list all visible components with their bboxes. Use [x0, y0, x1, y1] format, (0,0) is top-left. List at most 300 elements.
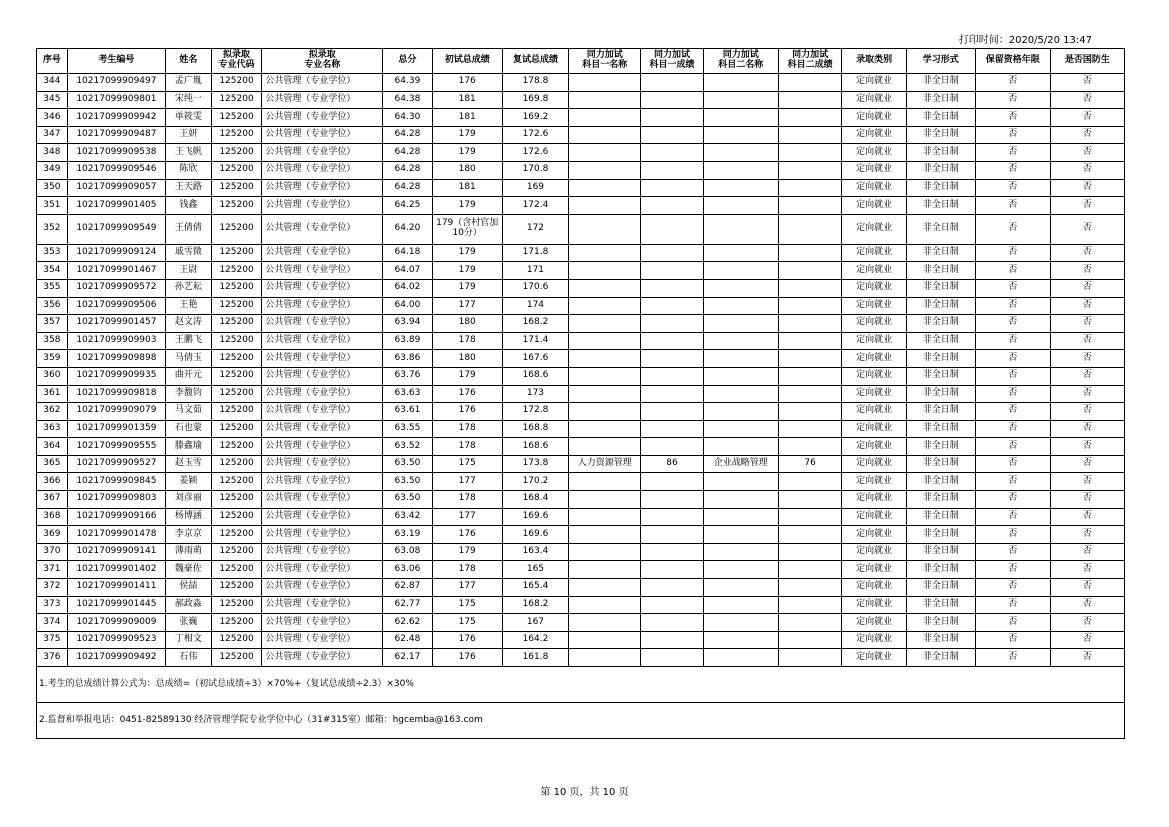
table-cell: 公共管理（专业学位） [262, 161, 383, 179]
table-cell [641, 420, 703, 438]
table-cell: 178 [432, 491, 502, 509]
table-cell [703, 91, 778, 109]
table-cell: 348 [37, 144, 68, 162]
table-cell [641, 596, 703, 614]
table-cell: 非全日制 [906, 279, 975, 297]
table-cell: 公共管理（专业学位） [262, 214, 383, 244]
table-cell: 公共管理（专业学位） [262, 332, 383, 350]
table-cell [778, 126, 842, 144]
table-cell [703, 126, 778, 144]
table-cell: 公共管理（专业学位） [262, 614, 383, 632]
table-cell [641, 526, 703, 544]
table-cell: 64.28 [383, 126, 433, 144]
table-cell [641, 543, 703, 561]
table-cell [703, 579, 778, 597]
table-cell: 定向就业 [842, 262, 907, 280]
table-cell [703, 596, 778, 614]
table-cell [778, 332, 842, 350]
table-cell [778, 614, 842, 632]
table-cell: 64.30 [383, 109, 433, 127]
table-cell: 公共管理（专业学位） [262, 420, 383, 438]
table-cell [703, 74, 778, 92]
table-cell [703, 473, 778, 491]
table-cell: 62.77 [383, 596, 433, 614]
table-cell [778, 561, 842, 579]
table-cell [778, 491, 842, 509]
table-cell: 定向就业 [842, 91, 907, 109]
table-cell: 非全日制 [906, 179, 975, 197]
table-cell: 定向就业 [842, 214, 907, 244]
table-cell: 10217099901467 [67, 262, 165, 280]
table-cell: 172.8 [502, 403, 569, 421]
table-cell: 定向就业 [842, 403, 907, 421]
table-row [37, 332, 1125, 350]
table-cell: 10217099909124 [67, 244, 165, 262]
table-cell [641, 126, 703, 144]
table-cell: 非全日制 [906, 367, 975, 385]
page-number: 第 10 页，共 10 页 [540, 787, 629, 798]
table-cell: 63.19 [383, 526, 433, 544]
table-cell: 179 [432, 126, 502, 144]
table-cell: 10217099909492 [67, 649, 165, 667]
table-cell: 公共管理（专业学位） [262, 473, 383, 491]
table-cell: 否 [1050, 385, 1124, 403]
table-cell: 定向就业 [842, 109, 907, 127]
column-header: 考生编号 [67, 49, 165, 74]
table-cell: 365 [37, 455, 68, 473]
table-cell: 366 [37, 473, 68, 491]
table-cell: 10217099901457 [67, 315, 165, 333]
table-cell [703, 543, 778, 561]
table-row [37, 197, 1125, 215]
column-header: 同力加试 科目一名称 [569, 49, 641, 74]
table-cell: 125200 [211, 631, 262, 649]
table-cell: 定向就业 [842, 420, 907, 438]
table-cell: 64.28 [383, 161, 433, 179]
table-cell: 否 [1050, 262, 1124, 280]
table-cell: 174 [502, 297, 569, 315]
table-cell: 曲开元 [166, 367, 212, 385]
table-cell: 125200 [211, 385, 262, 403]
table-cell: 125200 [211, 109, 262, 127]
table-cell: 364 [37, 438, 68, 456]
table-cell: 否 [975, 197, 1050, 215]
column-header: 复试总成绩 [502, 49, 569, 74]
table-cell: 10217099901402 [67, 561, 165, 579]
table-cell [703, 109, 778, 127]
table-cell [569, 403, 641, 421]
table-cell: 非全日制 [906, 649, 975, 667]
table-cell [569, 214, 641, 244]
table-cell [703, 420, 778, 438]
table-cell: 125200 [211, 279, 262, 297]
table-cell: 178 [432, 561, 502, 579]
table-cell [569, 350, 641, 368]
table-cell: 姜颖 [166, 473, 212, 491]
table-cell: 357 [37, 315, 68, 333]
table-cell [778, 403, 842, 421]
table-cell: 否 [975, 279, 1050, 297]
table-cell: 否 [975, 367, 1050, 385]
column-header: 同力加试 科目二名称 [703, 49, 778, 74]
table-cell: 定向就业 [842, 491, 907, 509]
table-cell [703, 179, 778, 197]
table-cell: 石伟 [166, 649, 212, 667]
table-cell: 163.4 [502, 543, 569, 561]
table-cell: 125200 [211, 244, 262, 262]
table-cell [569, 109, 641, 127]
table-row [37, 297, 1125, 315]
table-cell [703, 332, 778, 350]
table-row [37, 614, 1125, 632]
table-cell: 公共管理（专业学位） [262, 438, 383, 456]
table-cell: 定向就业 [842, 561, 907, 579]
table-cell [641, 214, 703, 244]
table-cell [703, 244, 778, 262]
table-cell [641, 367, 703, 385]
table-cell: 63.63 [383, 385, 433, 403]
table-cell [641, 161, 703, 179]
table-cell [569, 579, 641, 597]
table-cell: 63.50 [383, 455, 433, 473]
table-header-row [37, 49, 1125, 74]
table-cell: 10217099909079 [67, 403, 165, 421]
column-header: 拟录取 专业名称 [262, 49, 383, 74]
table-row [37, 279, 1125, 297]
table-cell: 定向就业 [842, 126, 907, 144]
table-cell: 非全日制 [906, 543, 975, 561]
table-cell [641, 579, 703, 597]
table-cell: 否 [1050, 455, 1124, 473]
table-cell [641, 631, 703, 649]
table-cell: 否 [975, 455, 1050, 473]
table-cell: 李馥钧 [166, 385, 212, 403]
table-cell: 125200 [211, 596, 262, 614]
table-cell: 125200 [211, 315, 262, 333]
table-cell [703, 508, 778, 526]
table-cell: 62.87 [383, 579, 433, 597]
table-cell: 62.48 [383, 631, 433, 649]
table-cell: 125200 [211, 649, 262, 667]
table-cell: 王妍 [166, 126, 212, 144]
table-cell: 公共管理（专业学位） [262, 126, 383, 144]
table-cell: 353 [37, 244, 68, 262]
table-cell: 定向就业 [842, 508, 907, 526]
table-cell: 370 [37, 543, 68, 561]
table-cell [778, 350, 842, 368]
table-cell: 宋纯一 [166, 91, 212, 109]
table-cell: 125200 [211, 126, 262, 144]
table-row [37, 420, 1125, 438]
table-cell: 172 [502, 214, 569, 244]
table-cell: 62.62 [383, 614, 433, 632]
table-cell: 181 [432, 91, 502, 109]
table-cell: 181 [432, 179, 502, 197]
table-cell: 孟广胤 [166, 74, 212, 92]
table-cell: 否 [975, 473, 1050, 491]
table-cell: 125200 [211, 543, 262, 561]
table-cell [641, 508, 703, 526]
table-cell: 定向就业 [842, 161, 907, 179]
column-header: 是否国防生 [1050, 49, 1124, 74]
table-cell: 169.6 [502, 508, 569, 526]
table-cell: 64.20 [383, 214, 433, 244]
table-cell: 非全日制 [906, 262, 975, 280]
table-cell: 10217099909057 [67, 179, 165, 197]
table-cell: 否 [1050, 491, 1124, 509]
table-cell: 172.6 [502, 144, 569, 162]
table-cell: 定向就业 [842, 526, 907, 544]
table-cell: 公共管理（专业学位） [262, 262, 383, 280]
table-cell [703, 631, 778, 649]
table-cell: 公共管理（专业学位） [262, 543, 383, 561]
table-cell: 125200 [211, 455, 262, 473]
table-cell: 10217099909572 [67, 279, 165, 297]
table-cell: 非全日制 [906, 315, 975, 333]
table-cell [703, 561, 778, 579]
table-cell [703, 161, 778, 179]
table-cell: 王飞帆 [166, 144, 212, 162]
table-cell: 公共管理（专业学位） [262, 197, 383, 215]
table-cell: 351 [37, 197, 68, 215]
column-header: 保留资格年限 [975, 49, 1050, 74]
table-cell: 176 [432, 649, 502, 667]
table-cell: 非全日制 [906, 473, 975, 491]
column-header: 总分 [383, 49, 433, 74]
table-cell: 164.2 [502, 631, 569, 649]
table-cell [569, 297, 641, 315]
table-body [37, 74, 1125, 667]
table-cell [703, 315, 778, 333]
table-cell: 李京京 [166, 526, 212, 544]
table-cell [569, 649, 641, 667]
table-cell: 170.2 [502, 473, 569, 491]
table-cell: 10217099909555 [67, 438, 165, 456]
table-cell [641, 438, 703, 456]
table-cell: 63.42 [383, 508, 433, 526]
table-cell [569, 526, 641, 544]
table-cell: 10217099909538 [67, 144, 165, 162]
table-cell [569, 161, 641, 179]
table-cell: 企业战略管理 [703, 455, 778, 473]
table-cell: 公共管理（专业学位） [262, 350, 383, 368]
table-cell: 非全日制 [906, 214, 975, 244]
table-cell: 165.4 [502, 579, 569, 597]
table-cell: 374 [37, 614, 68, 632]
table-cell: 非全日制 [906, 526, 975, 544]
table-cell: 169.6 [502, 526, 569, 544]
table-cell: 360 [37, 367, 68, 385]
table-cell [778, 244, 842, 262]
table-cell: 181 [432, 109, 502, 127]
table-cell: 杨博涵 [166, 508, 212, 526]
table-cell: 陈欣 [166, 161, 212, 179]
column-header: 同力加试 科目一成绩 [641, 49, 703, 74]
table-cell: 176 [432, 74, 502, 92]
table-cell: 10217099901411 [67, 579, 165, 597]
table-cell: 否 [1050, 403, 1124, 421]
table-cell: 173.8 [502, 455, 569, 473]
table-cell: 179 [432, 279, 502, 297]
table-cell [778, 385, 842, 403]
table-cell: 62.17 [383, 649, 433, 667]
table-cell: 否 [1050, 420, 1124, 438]
table-cell: 63.76 [383, 367, 433, 385]
table-cell [703, 438, 778, 456]
table-cell: 公共管理（专业学位） [262, 179, 383, 197]
table-cell: 64.18 [383, 244, 433, 262]
table-cell: 公共管理（专业学位） [262, 649, 383, 667]
table-cell: 375 [37, 631, 68, 649]
table-cell: 168.8 [502, 420, 569, 438]
table-cell: 非全日制 [906, 350, 975, 368]
table-cell: 非全日制 [906, 385, 975, 403]
table-cell: 定向就业 [842, 244, 907, 262]
table-cell: 非全日制 [906, 197, 975, 215]
table-cell [641, 144, 703, 162]
table-cell: 孙艺耘 [166, 279, 212, 297]
table-cell: 非全日制 [906, 332, 975, 350]
table-cell: 125200 [211, 91, 262, 109]
table-cell [778, 297, 842, 315]
table-cell: 125200 [211, 179, 262, 197]
table-cell [778, 631, 842, 649]
table-cell: 否 [1050, 279, 1124, 297]
table-cell: 125200 [211, 297, 262, 315]
table-cell: 179 [432, 197, 502, 215]
table-cell [703, 350, 778, 368]
table-cell: 355 [37, 279, 68, 297]
note-row [37, 667, 1125, 703]
table-cell [778, 109, 842, 127]
table-cell [641, 109, 703, 127]
table-row [37, 596, 1125, 614]
table-cell: 349 [37, 161, 68, 179]
table-cell: 否 [1050, 367, 1124, 385]
table-cell [569, 74, 641, 92]
table-cell [641, 332, 703, 350]
table-cell: 公共管理（专业学位） [262, 279, 383, 297]
table-cell: 定向就业 [842, 455, 907, 473]
table-row [37, 508, 1125, 526]
table-cell: 179 [432, 244, 502, 262]
table-cell [778, 543, 842, 561]
table-cell: 公共管理（专业学位） [262, 579, 383, 597]
table-cell [703, 403, 778, 421]
table-cell: 10217099909166 [67, 508, 165, 526]
table-cell: 张巍 [166, 614, 212, 632]
table-cell [703, 614, 778, 632]
table-cell: 63.89 [383, 332, 433, 350]
table-cell: 定向就业 [842, 179, 907, 197]
print-time: 打印时间：2020/5/20 13:47 [958, 35, 1092, 46]
table-cell: 63.94 [383, 315, 433, 333]
table-cell: 63.06 [383, 561, 433, 579]
table-cell: 168.2 [502, 315, 569, 333]
table-cell: 非全日制 [906, 126, 975, 144]
table-cell: 戚雪微 [166, 244, 212, 262]
table-cell: 非全日制 [906, 579, 975, 597]
table-cell: 否 [975, 543, 1050, 561]
table-cell [569, 144, 641, 162]
table-cell: 非全日制 [906, 244, 975, 262]
table-cell: 公共管理（专业学位） [262, 561, 383, 579]
column-header: 序号 [37, 49, 68, 74]
table-cell [569, 543, 641, 561]
table-cell: 180 [432, 161, 502, 179]
table-cell: 定向就业 [842, 74, 907, 92]
table-cell: 定向就业 [842, 297, 907, 315]
table-cell: 125200 [211, 74, 262, 92]
table-cell: 165 [502, 561, 569, 579]
table-cell: 否 [1050, 508, 1124, 526]
table-cell: 178.8 [502, 74, 569, 92]
table-cell [778, 197, 842, 215]
table-cell: 169 [502, 179, 569, 197]
table-cell [569, 596, 641, 614]
table-cell: 否 [975, 332, 1050, 350]
table-cell: 361 [37, 385, 68, 403]
table-cell: 定向就业 [842, 350, 907, 368]
table-cell: 125200 [211, 526, 262, 544]
table-cell: 10217099909506 [67, 297, 165, 315]
table-cell: 定向就业 [842, 315, 907, 333]
table-cell: 367 [37, 491, 68, 509]
table-cell: 125200 [211, 614, 262, 632]
table-cell: 64.38 [383, 91, 433, 109]
table-cell: 125200 [211, 332, 262, 350]
table-cell [569, 91, 641, 109]
table-cell [569, 508, 641, 526]
table-cell: 176 [432, 631, 502, 649]
table-cell: 非全日制 [906, 420, 975, 438]
table-cell: 定向就业 [842, 579, 907, 597]
table-cell: 否 [1050, 179, 1124, 197]
table-cell: 否 [975, 144, 1050, 162]
table-cell: 否 [975, 420, 1050, 438]
table-cell: 公共管理（专业学位） [262, 109, 383, 127]
table-cell: 376 [37, 649, 68, 667]
table-cell [569, 473, 641, 491]
table-cell: 125200 [211, 144, 262, 162]
table-row [37, 631, 1125, 649]
table-cell: 否 [1050, 91, 1124, 109]
table-cell [569, 385, 641, 403]
table-cell: 非全日制 [906, 161, 975, 179]
table-cell: 否 [1050, 197, 1124, 215]
table-cell: 177 [432, 508, 502, 526]
table-cell: 64.28 [383, 144, 433, 162]
table-cell: 179（含村官加10分） [432, 214, 502, 244]
table-cell: 64.28 [383, 179, 433, 197]
table-cell: 非全日制 [906, 491, 975, 509]
table-cell: 125200 [211, 262, 262, 280]
table-cell: 定向就业 [842, 385, 907, 403]
table-cell: 非全日制 [906, 614, 975, 632]
table-cell: 定向就业 [842, 596, 907, 614]
table-cell: 马倩玉 [166, 350, 212, 368]
table-cell [569, 561, 641, 579]
table-cell: 10217099909803 [67, 491, 165, 509]
table-cell [569, 126, 641, 144]
table-cell: 64.00 [383, 297, 433, 315]
table-cell [569, 197, 641, 215]
table-cell: 赵玉雪 [166, 455, 212, 473]
table-cell: 否 [975, 161, 1050, 179]
table-cell: 125200 [211, 473, 262, 491]
table-cell: 马文茹 [166, 403, 212, 421]
table-cell: 定向就业 [842, 367, 907, 385]
